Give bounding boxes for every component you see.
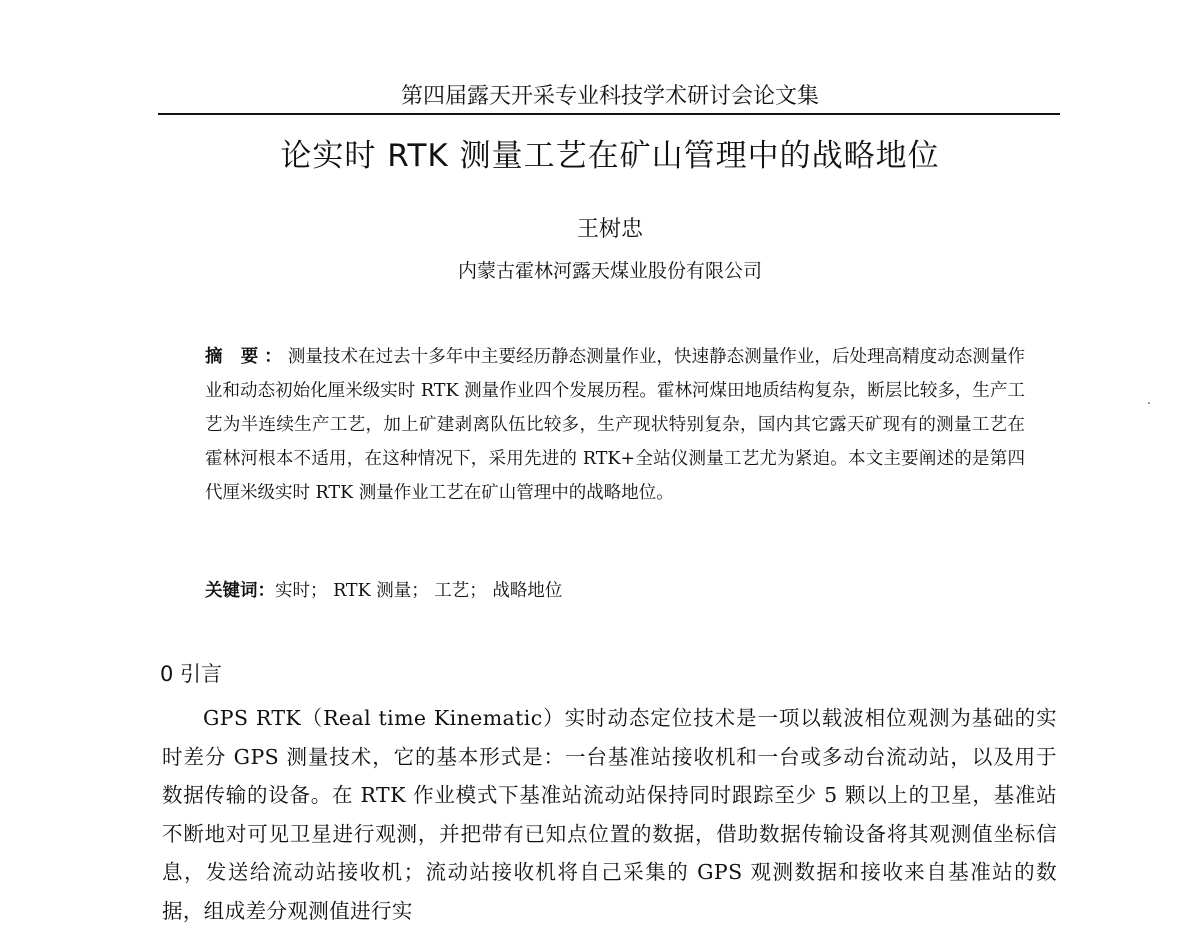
section-heading: 0 引言 xyxy=(160,662,223,686)
paper-title: 论实时 RTK 测量工艺在矿山管理中的战略地位 xyxy=(280,138,940,174)
author-name: 王树忠 xyxy=(576,217,643,242)
abstract xyxy=(205,340,1025,510)
keywords-text: 实时； RTK 测量； 工艺； 战略地位 xyxy=(275,581,563,601)
body-paragraph: GPS RTK（Real time Kinematic）实时动态定位技术是一项以载波相位观测为基础的实时差分 GPS 测量技术，它的基本形式是：一台基准站接收机和一台或多动台流动站，以及用于数据传输的设备。在 RTK 作业模式下基准站流动站保持同时跟踪至少 5 颗以上的卫星，基准站不断地对可见卫星进行观测，并把带有已知点位置的数据，借助数据传输设备将其观测值坐标信息，发送给流动站接收机；流动站接收机将自己采集的 GPS 观测数据和接收来自基准站的数据，组成差分观测值进行实 xyxy=(162,706,1057,923)
abstract-text: 测量技术在过去十多年中主要经历静态测量作业，快速静态测量作业，后处理高精度动态测量作业和动态初始化厘米级实时 RTK 测量作业四个发展历程。霍林河煤田地质结构复杂，断层比较多，生产工艺为半连续生产工艺，加上矿建剥离队伍比较多，生产现状特别复杂，国内其它露天矿现有的测量工艺在霍林河根本不适用，在这种情况下，采用先进的 RTK+全站仪测量工艺尤为紧迫。本文主要阐述的是第四代厘米级实时 RTK 测量作业工艺在矿山管理中的战略地位。 xyxy=(205,347,1026,503)
keywords-label: 关键词： xyxy=(205,581,275,601)
author-affiliation: 内蒙古霍林河露天煤业股份有限公司 xyxy=(457,260,762,282)
header-rule xyxy=(158,113,1060,115)
scan-speck xyxy=(1148,402,1150,404)
running-header: 第四届露天开采专业科技学术研讨会论文集 xyxy=(400,84,819,109)
abstract-label: 摘 要： xyxy=(205,347,288,367)
keywords xyxy=(205,576,1025,606)
